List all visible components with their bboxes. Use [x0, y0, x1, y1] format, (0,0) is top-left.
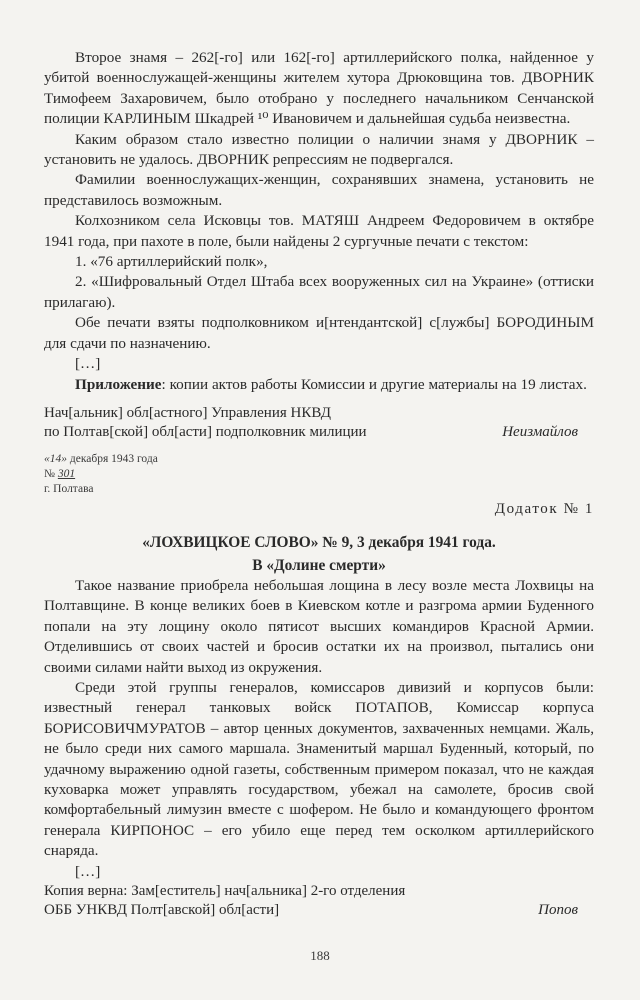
dateline	[44, 452, 594, 497]
paragraph-seals-taken: Обе печати взяты подполковником и[нтендантской] с[лужбы] БОРОДИНЫМ для сдачи по назначению.	[44, 314, 594, 352]
page-number: 188	[310, 948, 330, 963]
signature-2-line2: ОББ УНКВД Полт[авской] обл[асти]	[44, 902, 280, 918]
ellipsis-1: […]	[75, 355, 101, 373]
article-paragraph-1: Такое название приобрела небольшая лощина в лесу возле места Лохвицы на Полтавщине. В конце великих боев в Киевском котле и разгрома армии Буденного попали на эту лощину около пятисот высших командиров Красной Армии. Отделившись от своих частей и бросив остатки их на произвол, пытались они своими силами найти выход из окружения.	[44, 576, 594, 676]
list-item-seal-1: 1. «76 артиллерийский полк»,	[75, 253, 268, 271]
attachment-text: : копии актов работы Комиссии и другие материалы на 19 листах.	[161, 375, 587, 393]
addendum-label: Додаток № 1	[494, 500, 594, 517]
newspaper-title: «ЛОХВИЦКОЕ СЛОВО» № 9, 3 декабря 1941 года.	[142, 533, 496, 551]
paragraph-second-banner: Второе знамя – 262[-го] или 162[-го] артиллерийского полка, найденное у убитой военнослужащей-женщины жителем хутора Дрюковщина тов. ДВОРНИК Тимофеем Захаровичем, было отобрано у последнего начальником Сенчанской полиции КАРЛИНЫМ Шкадрей ¹⁰ Ивановичем и дальнейшая судьба неизвестна.	[44, 49, 594, 128]
signature-1-line1: Нач[альник] обл[астного] Управления НКВД	[44, 404, 332, 421]
signature-1-line2: по Полтав[ской] обл[асти] подполковник милиции	[44, 423, 367, 440]
signature-2-line1: Копия верна: Зам[еститель] нач[альника] 2-го отделения	[44, 883, 406, 899]
signature-block-1	[44, 404, 594, 442]
document-number: 301	[57, 467, 76, 480]
paragraph-seals-found: Колхозником села Исковцы тов. МАТЯШ Андреем Федоровичем в октябре 1941 года, при пахоте в поле, были найдены 2 сургучные печати с текстом:	[44, 212, 594, 250]
article-title: В «Долине смерти»	[252, 556, 386, 574]
paragraph-women-names: Фамилии военнослужащих-женщин, сохранявших знамена, установить не представилось возможным.	[44, 171, 594, 209]
document-page	[44, 48, 594, 920]
list-item-seal-2: 2. «Шифровальный Отдел Штаба всех вооруженных сил на Украине» (оттиски прилагаю).	[44, 273, 594, 311]
date-rest: декабря 1943 года	[67, 452, 158, 465]
attachment-label: Приложение	[75, 375, 162, 393]
signature-1-name: Неизмайлов	[502, 423, 578, 440]
city: г. Полтава	[44, 482, 94, 495]
ellipsis-2: […]	[75, 862, 101, 880]
signature-block-2	[44, 882, 594, 920]
attachment-paragraph	[44, 375, 594, 395]
date-day: «14»	[44, 452, 67, 465]
number-prefix: №	[44, 467, 58, 480]
signature-2-name: Попов	[538, 902, 578, 918]
paragraph-police-knowledge: Каким образом стало известно полиции о наличии знамя у ДВОРНИК – установить не удалось. ДВОРНИК репрессиям не подвергался.	[44, 130, 594, 169]
article-paragraph-2: Среди этой группы генералов, комиссаров дивизий и корпусов были: известный генерал танковых войск ПОТАПОВ, Комиссар корпуса БОРИСОВИЧМУРАТОВ – автор ценных документов, захваченных немцами. Жаль, не было среди них самого маршала. Знаменитый маршал Буденный, который, по удачному выражению одной газеты, собственным примером показал, что не каждая куховарка может управлять государством, убежал на самолете, бросив свой комфортабельный лимузин вместе с шофером. Не было и командующего фронтом генерала КИРПОНОС – его убило еще перед тем осколком артиллерийского снаряда.	[44, 678, 594, 860]
